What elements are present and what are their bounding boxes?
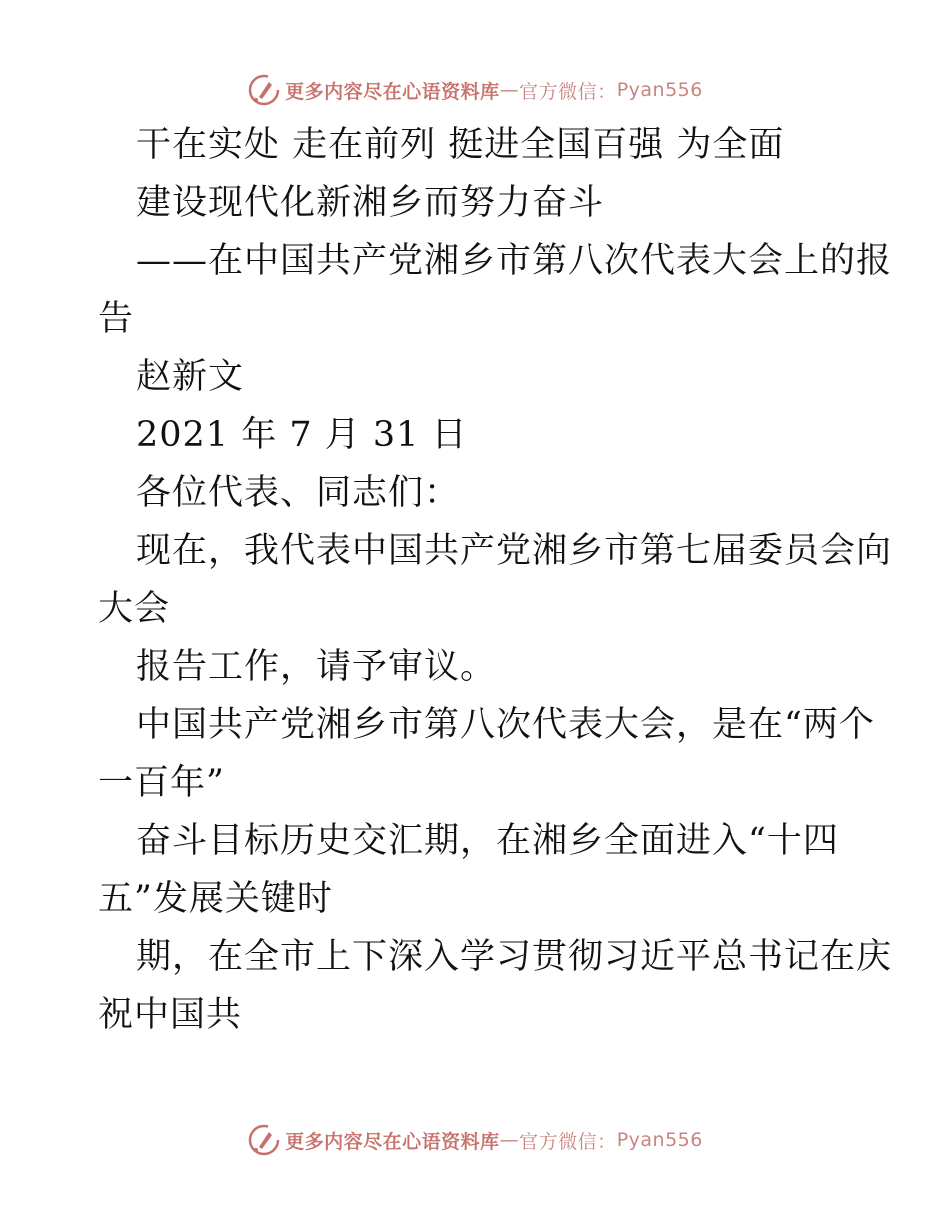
watermark-footer [0,1120,950,1160]
watermark-label: 官方微信： [519,80,617,103]
salutation: 各位代表、同志们： [136,473,461,513]
body-line: 现在，我代表中国共产党湘乡市第七届委员会向 [136,531,893,571]
watermark-separator: — [499,79,520,101]
body-line: 五”发展关键时 [98,879,333,919]
title-line-1: 干在实处 走在前列 挺进全国百强 为全面 [136,125,785,165]
pen-nib-logo-icon [247,1123,281,1157]
watermark-brand: 更多内容尽在心语资料库 [285,80,500,103]
author: 赵新文 [136,357,245,397]
title-line-2: 建设现代化新湘乡而努力奋斗 [136,183,605,223]
watermark-account: Pyan556 [616,79,703,101]
watermark-label: 官方微信： [519,1130,617,1153]
subtitle-line-2: 告 [98,299,135,339]
body-line: 祝中国共 [98,995,243,1035]
document-body [98,116,893,1044]
date: 2021 年 7 月 31 日 [136,415,468,455]
body-line: 中国共产党湘乡市第八次代表大会，是在“两个 [136,705,875,745]
watermark-account: Pyan556 [616,1129,703,1151]
body-line: 大会 [98,589,171,629]
pen-nib-logo-icon [247,73,281,107]
watermark-header [0,70,950,110]
body-line: 报告工作，请予审议。 [136,647,497,687]
watermark-separator: — [499,1129,520,1151]
watermark-brand: 更多内容尽在心语资料库 [285,1130,500,1153]
subtitle-line-1: ——在中国共产党湘乡市第八次代表大会上的报 [136,241,893,281]
body-line: 期，在全市上下深入学习贯彻习近平总书记在庆 [136,937,893,977]
body-line: 奋斗目标历史交汇期，在湘乡全面进入“十四 [136,821,839,861]
body-line: 一百年” [98,763,225,803]
